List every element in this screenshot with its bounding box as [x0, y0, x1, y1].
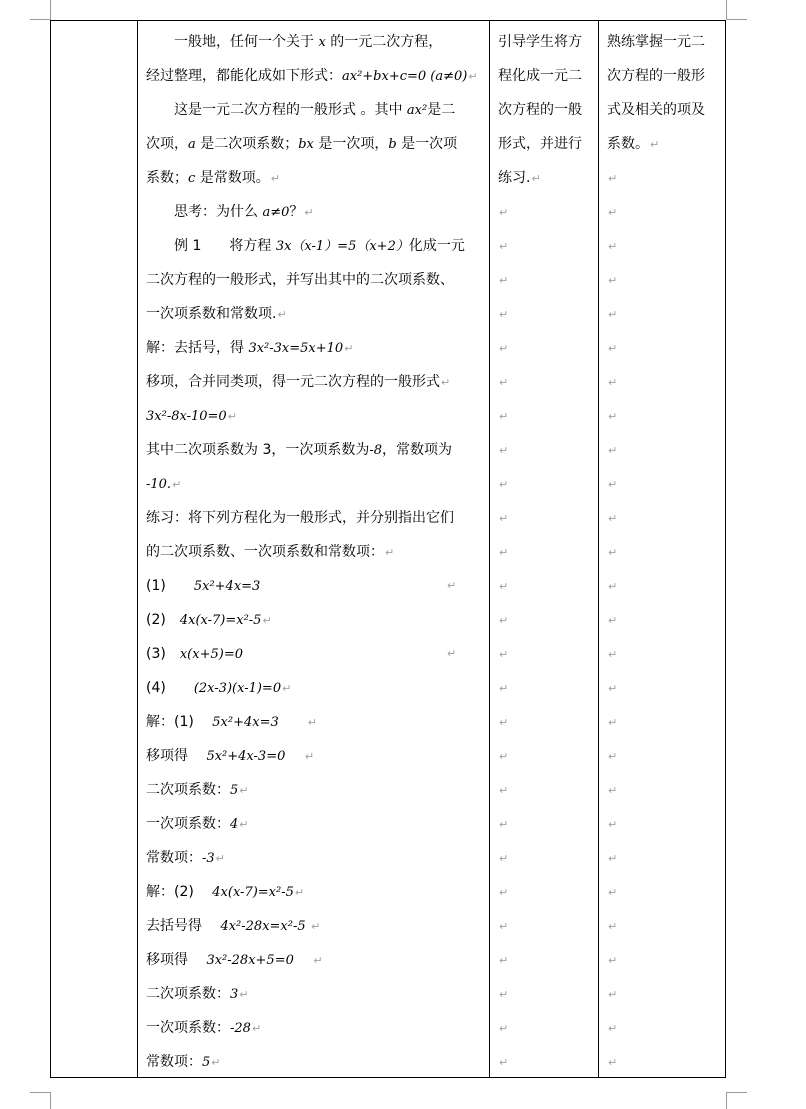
paragraph-mark: ↵ [499, 1056, 509, 1069]
lesson-content-line [146, 739, 489, 773]
paragraph-mark: ↵ [277, 308, 287, 321]
paragraph-mark: ↵ [499, 852, 509, 865]
learning-goal-line [607, 671, 723, 705]
teacher-activity-line [498, 603, 598, 637]
paragraph-mark: ↵ [608, 784, 618, 797]
math-expression: 5x²+4x=3 [212, 715, 279, 730]
table-row [51, 705, 725, 739]
paragraph-mark: ↵ [499, 546, 509, 559]
text-segment: 常数项： [146, 850, 202, 866]
text-segment: 系数。 [607, 136, 649, 152]
table-row [51, 331, 725, 365]
learning-goal-line [607, 25, 723, 59]
table-row [51, 59, 725, 93]
lesson-content-line [146, 773, 489, 807]
math-expression: (2x-3)(x-1)=0 [193, 681, 282, 696]
paragraph-mark: ↵ [499, 954, 509, 967]
table-row [51, 943, 725, 977]
table-row [51, 535, 725, 569]
math-expression: bx [298, 137, 314, 152]
teacher-activity-line [498, 297, 598, 331]
teacher-activity-line [498, 773, 598, 807]
lesson-content-line [146, 909, 489, 943]
paragraph-mark: ↵ [499, 342, 509, 355]
lesson-content-line [146, 263, 489, 297]
lesson-content-line [146, 535, 489, 569]
paragraph-mark: ↵ [499, 784, 509, 797]
text-segment [294, 952, 312, 968]
text-segment: 是常数项。 [195, 170, 270, 186]
teacher-activity-line [498, 93, 598, 127]
paragraph-mark: ↵ [447, 579, 457, 592]
text-segment: 系数； [146, 170, 188, 186]
teacher-activity-line [498, 331, 598, 365]
crop-mark-top-right-v [726, 0, 727, 20]
lesson-content-line [146, 433, 489, 467]
lesson-content-line [146, 875, 489, 909]
teacher-activity-line [498, 569, 598, 603]
table-row [51, 467, 725, 501]
paragraph-mark: ↵ [608, 648, 618, 661]
text-segment: 是二次项系数； [195, 136, 299, 152]
teacher-activity-line [498, 671, 598, 705]
teacher-activity-line [498, 25, 598, 59]
learning-goal-line [607, 229, 723, 263]
text-segment: 式及相关的项及 [607, 102, 705, 118]
learning-goal-line [607, 909, 723, 943]
lesson-content-line [146, 195, 489, 229]
table-row [51, 569, 725, 603]
math-expression: 4x(x-7)=x²-5 [212, 885, 294, 900]
table-row [51, 229, 725, 263]
text-segment: 练习：将下列方程化为一般形式，并分别指出它们 [146, 510, 454, 526]
lesson-content-line [146, 943, 489, 977]
crop-mark-top-left-v [50, 0, 51, 20]
math-expression: 4x(x-7)=x²-5 [179, 613, 262, 628]
text-segment: 是一次项， [313, 136, 389, 152]
learning-goal-line [607, 195, 723, 229]
text-segment: 是二 [427, 102, 456, 118]
math-expression: 5 [202, 1055, 211, 1070]
text-segment: 次项， [146, 136, 188, 152]
text-segment: 熟练掌握一元二 [607, 34, 705, 50]
text-segment: 解：(1) [146, 714, 213, 730]
paragraph-mark: ↵ [499, 308, 509, 321]
lesson-content-line [146, 705, 489, 739]
paragraph-mark: ↵ [531, 172, 541, 185]
text-segment: (3) [146, 646, 180, 662]
paragraph-mark: ↵ [239, 818, 249, 831]
paragraph-mark: ↵ [608, 206, 618, 219]
table-row [51, 637, 725, 671]
learning-goal-line [607, 569, 723, 603]
lesson-content-line [146, 365, 489, 399]
table-row [51, 841, 725, 875]
paragraph-mark: ↵ [499, 410, 509, 423]
math-expression: c [188, 171, 196, 186]
table-row [51, 773, 725, 807]
paragraph-mark: ↵ [608, 478, 618, 491]
paragraph-mark: ↵ [313, 954, 323, 967]
math-expression: 5x²+4x-3=0 [206, 749, 286, 764]
learning-goal-line [607, 705, 723, 739]
text-segment: 移项得 [146, 952, 207, 968]
paragraph-mark: ↵ [650, 138, 660, 151]
crop-mark-bottom-right-h [727, 1092, 747, 1093]
math-expression: 4 [230, 817, 239, 832]
table-row [51, 297, 725, 331]
paragraph-mark: ↵ [499, 818, 509, 831]
lesson-content-line [146, 93, 489, 127]
lesson-content-line [146, 603, 489, 637]
paragraph-mark: ↵ [344, 342, 354, 355]
teacher-activity-line [498, 263, 598, 297]
text-segment: 思考：为什么 [146, 204, 263, 220]
text-segment: 解：(2) [146, 884, 213, 900]
paragraph-mark: ↵ [304, 750, 315, 763]
paragraph-mark: ↵ [608, 954, 618, 967]
math-expression: 3x（x-1）=5（x+2） [275, 239, 409, 254]
learning-goal-line [607, 535, 723, 569]
table-row [51, 365, 725, 399]
paragraph-mark: ↵ [311, 920, 321, 933]
paragraph-mark: ↵ [608, 240, 618, 253]
paragraph-mark: ↵ [307, 716, 317, 729]
learning-goal-line [607, 1045, 723, 1079]
paragraph-mark: ↵ [608, 1056, 618, 1069]
text-segment: 形式，并进行 [498, 136, 582, 152]
paragraph-mark: ↵ [608, 818, 618, 831]
paragraph-mark: ↵ [282, 682, 292, 695]
text-segment: 移项得 [146, 748, 207, 764]
text-segment: 一次项系数： [146, 816, 230, 832]
paragraph-mark: ↵ [499, 988, 509, 1001]
teacher-activity-line [498, 1045, 598, 1079]
text-segment: 引导学生将方 [498, 34, 582, 50]
math-expression: -10. [146, 477, 172, 492]
text-segment: 解：去括号，得 [146, 340, 249, 356]
lesson-content-line [146, 25, 489, 59]
text-segment: 移项，合并同类项，得一元二次方程的一般形式 [146, 374, 440, 390]
learning-goal-line [607, 501, 723, 535]
text-segment: ，常数项为 [382, 442, 453, 458]
learning-goal-line [607, 263, 723, 297]
learning-goal-line [607, 637, 723, 671]
text-segment: 其中二次项系数为 3，一次项系数为 [146, 442, 370, 458]
text-segment [279, 714, 307, 730]
table-row [51, 875, 725, 909]
paragraph-mark: ↵ [385, 546, 395, 559]
text-segment: 二次方程的一般形式，并写出其中的二次项系数、 [146, 272, 454, 288]
lesson-content-line [146, 59, 489, 93]
teacher-activity-line [498, 399, 598, 433]
lesson-content-line [146, 977, 489, 1011]
text-segment: 这是一元二次方程的一般形式 。其中 [146, 102, 407, 118]
paragraph-mark: ↵ [608, 376, 618, 389]
paragraph-mark: ↵ [262, 614, 272, 627]
table-row [51, 603, 725, 637]
text-segment: 二次项系数： [146, 986, 230, 1002]
paragraph-mark: ↵ [608, 750, 618, 763]
table-row [51, 671, 725, 705]
learning-goal-line [607, 1011, 723, 1045]
paragraph-mark: ↵ [270, 172, 280, 185]
math-expression: 3x²-8x-10=0 [146, 409, 227, 424]
text-segment: 去括号得 [146, 918, 221, 934]
paragraph-mark: ↵ [499, 206, 509, 219]
teacher-activity-line [498, 127, 598, 161]
math-expression: 3 [230, 987, 239, 1002]
lesson-content-line [146, 399, 489, 433]
paragraph-mark: ↵ [499, 444, 509, 457]
paragraph-mark: ↵ [499, 716, 509, 729]
learning-goal-line [607, 603, 723, 637]
learning-goal-line [607, 127, 723, 161]
learning-goal-line [607, 739, 723, 773]
paragraph-mark: ↵ [608, 308, 618, 321]
paragraph-mark: ↵ [227, 410, 237, 423]
teacher-activity-line [498, 977, 598, 1011]
table-row [51, 1011, 725, 1045]
table-row [51, 93, 725, 127]
table-row [51, 161, 725, 195]
learning-goal-line [607, 467, 723, 501]
text-segment: 一次项系数： [146, 1020, 230, 1036]
paragraph-mark: ↵ [172, 478, 182, 491]
paragraph-mark: ↵ [499, 682, 509, 695]
math-expression: -8 [369, 443, 383, 458]
paragraph-mark: ↵ [499, 580, 509, 593]
paragraph-mark: ↵ [608, 1022, 618, 1035]
text-segment: 一次项系数和常数项. [146, 306, 277, 322]
text-segment [306, 918, 310, 934]
text-segment: (1) [146, 578, 194, 594]
paragraph-mark: ↵ [608, 614, 618, 627]
text-segment: 经过整理，都能化成如下形式： [146, 68, 342, 84]
learning-goal-line [607, 161, 723, 195]
math-expression: x [318, 35, 326, 50]
text-segment: ？ [289, 204, 304, 220]
text-segment: 的一元二次方程， [325, 34, 443, 50]
math-expression: 3x²-3x=5x+10 [248, 341, 344, 356]
math-expression: ax² [406, 103, 428, 118]
paragraph-mark: ↵ [608, 988, 618, 1001]
teacher-activity-line [498, 59, 598, 93]
learning-goal-line [607, 433, 723, 467]
table-row [51, 739, 725, 773]
table-row [51, 25, 725, 59]
math-expression: 3x²-28x+5=0 [206, 953, 294, 968]
crop-mark-top-right-h [727, 19, 747, 20]
paragraph-mark: ↵ [499, 750, 509, 763]
text-segment: 练习. [498, 170, 531, 186]
text-segment: 化成一元 [408, 238, 465, 254]
teacher-activity-line [498, 195, 598, 229]
paragraph-mark: ↵ [441, 376, 451, 389]
crop-mark-bottom-right-v [726, 1092, 727, 1109]
paragraph-mark: ↵ [499, 886, 509, 899]
paragraph-mark: ↵ [608, 580, 618, 593]
text-segment: 是一次项 [396, 136, 458, 152]
paragraph-mark: ↵ [499, 648, 509, 661]
paragraph-mark: ↵ [608, 274, 618, 287]
math-expression: a [188, 137, 196, 152]
teacher-activity-line [498, 1011, 598, 1045]
paragraph-mark: ↵ [468, 70, 478, 83]
paragraph-mark: ↵ [499, 376, 509, 389]
teacher-activity-line [498, 807, 598, 841]
paragraph-mark: ↵ [608, 716, 618, 729]
paragraph-mark: ↵ [499, 920, 509, 933]
lesson-content-line [146, 637, 489, 671]
table-row [51, 977, 725, 1011]
lesson-content-line [146, 501, 489, 535]
paragraph-mark: ↵ [499, 1022, 509, 1035]
learning-goal-line [607, 297, 723, 331]
learning-goal-line [607, 841, 723, 875]
math-expression: x(x+5)=0 [179, 647, 243, 662]
table-row [51, 909, 725, 943]
math-expression: -3 [202, 851, 215, 866]
paragraph-mark: ↵ [608, 410, 618, 423]
paragraph-mark: ↵ [608, 852, 618, 865]
table-row [51, 807, 725, 841]
table-row [51, 1045, 725, 1079]
paragraph-mark: ↵ [608, 920, 618, 933]
teacher-activity-line [498, 739, 598, 773]
learning-goal-line [607, 399, 723, 433]
lesson-content-line [146, 807, 489, 841]
learning-goal-line [607, 773, 723, 807]
teacher-activity-line [498, 841, 598, 875]
paragraph-mark: ↵ [499, 614, 509, 627]
lesson-content-line [146, 569, 489, 603]
math-expression: a≠0 [262, 205, 290, 220]
math-expression: ax²+bx+c=0 (a≠0) [342, 69, 468, 84]
text-segment: (2) [146, 612, 180, 628]
lesson-content-line [146, 127, 489, 161]
crop-mark-top-left-h [30, 19, 50, 20]
lesson-content-line [146, 331, 489, 365]
lesson-content-line [146, 467, 489, 501]
lesson-content-line [146, 841, 489, 875]
table-row [51, 501, 725, 535]
lesson-content-line [146, 161, 489, 195]
paragraph-mark: ↵ [608, 172, 618, 185]
lesson-content-line [146, 229, 489, 263]
math-expression: -28 [230, 1021, 251, 1036]
math-expression: b [388, 137, 397, 152]
table-row [51, 127, 725, 161]
text-segment: 常数项： [146, 1054, 202, 1070]
teacher-activity-line [498, 943, 598, 977]
paragraph-mark: ↵ [608, 342, 618, 355]
paragraph-mark: ↵ [608, 682, 618, 695]
learning-goal-line [607, 875, 723, 909]
lesson-content-line [146, 671, 489, 705]
paragraph-mark: ↵ [211, 1056, 221, 1069]
table-row [51, 399, 725, 433]
learning-goal-line [607, 93, 723, 127]
learning-goal-line [607, 365, 723, 399]
teacher-activity-line [498, 637, 598, 671]
math-expression: 5 [230, 783, 239, 798]
text-segment: 次方程的一般 [498, 102, 582, 118]
lesson-content-line [146, 1045, 489, 1079]
text-segment: 程化成一元二 [498, 68, 582, 84]
crop-mark-bottom-left-h [30, 1092, 50, 1093]
text-segment: 二次项系数： [146, 782, 230, 798]
paragraph-mark: ↵ [499, 478, 509, 491]
teacher-activity-line [498, 365, 598, 399]
paragraph-mark: ↵ [608, 546, 618, 559]
text-segment: 的二次项系数、一次项系数和常数项： [146, 544, 384, 560]
paragraph-mark: ↵ [447, 647, 457, 660]
paragraph-mark: ↵ [304, 206, 314, 219]
text-segment: 例 1 将方程 [146, 238, 276, 254]
learning-goal-line [607, 943, 723, 977]
text-segment: 次方程的一般形 [607, 68, 705, 84]
math-expression: 4x²-28x=x²-5 [220, 919, 306, 934]
text-segment: 一般地，任何一个关于 [146, 34, 319, 50]
teacher-activity-line [498, 705, 598, 739]
paragraph-mark: ↵ [215, 852, 225, 865]
teacher-activity-line [498, 161, 598, 195]
learning-goal-line [607, 331, 723, 365]
learning-goal-line [607, 807, 723, 841]
teacher-activity-line [498, 467, 598, 501]
lesson-table [50, 20, 726, 1078]
learning-goal-line [607, 977, 723, 1011]
paragraph-mark: ↵ [608, 512, 618, 525]
paragraph-mark: ↵ [499, 512, 509, 525]
paragraph-mark: ↵ [239, 784, 249, 797]
paragraph-mark: ↵ [239, 988, 249, 1001]
teacher-activity-line [498, 433, 598, 467]
table-row [51, 433, 725, 467]
teacher-activity-line [498, 875, 598, 909]
paragraph-mark: ↵ [499, 274, 509, 287]
text-segment [285, 748, 303, 764]
crop-mark-bottom-left-v [50, 1092, 51, 1109]
teacher-activity-line [498, 909, 598, 943]
text-segment: (4) [146, 680, 194, 696]
teacher-activity-line [498, 501, 598, 535]
teacher-activity-line [498, 535, 598, 569]
table-row [51, 263, 725, 297]
teacher-activity-line [498, 229, 598, 263]
paragraph-mark: ↵ [499, 240, 509, 253]
lesson-content-line [146, 297, 489, 331]
table-row [51, 195, 725, 229]
paragraph-mark: ↵ [608, 444, 618, 457]
lesson-content-line [146, 1011, 489, 1045]
paragraph-mark: ↵ [294, 886, 305, 899]
paragraph-mark: ↵ [251, 1022, 262, 1035]
math-expression: 5x²+4x=3 [193, 579, 261, 594]
learning-goal-line [607, 59, 723, 93]
paragraph-mark: ↵ [608, 886, 618, 899]
